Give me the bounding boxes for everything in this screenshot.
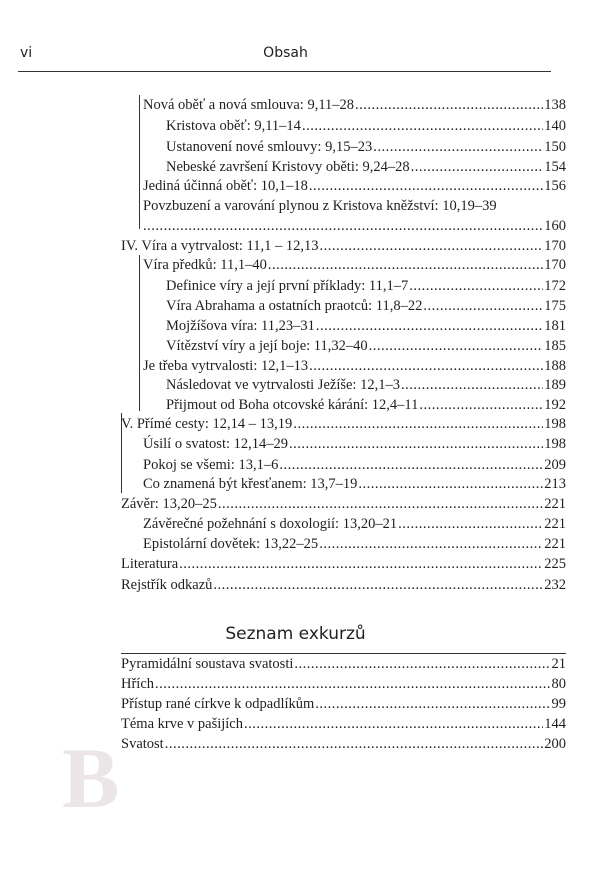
- toc-entry-page: 154: [544, 159, 566, 175]
- excursus-entry-title: Přístup rané církve k odpadlíkům: [121, 696, 315, 712]
- excursus-entry-title: Pyramidální soustava svatosti: [121, 656, 294, 672]
- toc-entry-title: Ustanovení nové smlouvy: 9,15–23: [166, 139, 373, 155]
- leader-dots: [244, 714, 543, 734]
- toc-entry-page: 221: [544, 536, 566, 552]
- toc-entry-page: 185: [544, 338, 566, 354]
- leader-dots: [155, 674, 550, 694]
- toc-entry-title: Závěrečné požehnání s doxologií: 13,20–21: [143, 516, 398, 532]
- toc-entry-page: 192: [544, 397, 566, 413]
- running-title: Obsah: [263, 45, 308, 61]
- toc-entry-page: 213: [544, 476, 566, 492]
- leader-dots: [268, 255, 543, 275]
- toc-entry-page: 170: [544, 257, 566, 273]
- toc-entry-title: Pokoj se všemi: 13,1–6: [143, 457, 279, 473]
- leader-dots: [398, 514, 543, 534]
- excursus-entry-page: 200: [544, 736, 566, 752]
- toc-entry-title: Rejstřík odkazů: [121, 577, 213, 593]
- toc-entry-title: Víra předků: 11,1–40: [143, 257, 267, 273]
- publisher-logo-watermark: B: [62, 730, 120, 826]
- toc-entry[interactable]: [143, 534, 566, 554]
- toc-entry[interactable]: [143, 434, 566, 454]
- toc-entry-title: Přijmout od Boha otcovské kárání: 12,4–11: [166, 397, 419, 413]
- leader-dots: [401, 375, 543, 395]
- toc-entry-title: Úsilí o svatost: 12,14–29: [143, 436, 289, 452]
- toc-entry[interactable]: [121, 414, 566, 434]
- toc-entry-title: Jediná účinná oběť: 10,1–18: [143, 178, 308, 194]
- toc-entry[interactable]: [166, 157, 566, 177]
- toc-entry[interactable]: [121, 575, 566, 595]
- toc-entry-page: 221: [544, 496, 566, 512]
- toc-entry[interactable]: [143, 474, 566, 494]
- toc-entry[interactable]: [143, 95, 566, 115]
- excursus-entry-page: 80: [551, 676, 566, 692]
- leader-dots: [369, 336, 544, 356]
- section-rule-4: [139, 255, 140, 411]
- toc-entry-page: 175: [544, 298, 566, 314]
- toc-entry-title: Literatura: [121, 556, 179, 572]
- leader-dots: [289, 434, 543, 454]
- leader-dots: [279, 455, 543, 475]
- leader-dots: [294, 654, 550, 674]
- leader-dots: [179, 554, 543, 574]
- toc-entry-title: Mojžíšova víra: 11,23–31: [166, 318, 315, 334]
- page-header: [20, 45, 551, 67]
- header-rule: [18, 71, 551, 72]
- excursus-entry[interactable]: [121, 694, 566, 714]
- toc-entry-continuation[interactable]: [143, 216, 566, 236]
- toc-entry[interactable]: [121, 494, 566, 514]
- leader-dots: [309, 176, 543, 196]
- toc-entry[interactable]: [143, 255, 566, 275]
- leader-dots: [319, 534, 543, 554]
- leader-dots: [218, 494, 543, 514]
- toc-entry[interactable]: [121, 236, 566, 256]
- leader-dots: [309, 356, 543, 376]
- toc-entry-page: 156: [544, 178, 566, 194]
- excursus-entry[interactable]: [121, 674, 566, 694]
- toc-entry-title: Závěr: 13,20–25: [121, 496, 217, 512]
- toc-entry[interactable]: [143, 455, 566, 475]
- toc-entry-page: 172: [544, 278, 566, 294]
- excursus-entry-page: 21: [551, 656, 566, 672]
- leader-dots: [373, 137, 543, 157]
- toc-entry[interactable]: [143, 196, 566, 216]
- leader-dots: [143, 216, 543, 236]
- leader-dots: [409, 276, 543, 296]
- toc-entry-title: Kristova oběť: 9,11–14: [166, 118, 301, 134]
- excursus-entry[interactable]: [121, 654, 566, 674]
- leader-dots: [213, 575, 543, 595]
- toc-entry[interactable]: [166, 375, 566, 395]
- excursus-entry-title: Téma krve v pašijích: [121, 716, 243, 732]
- toc-entry-page: 160: [544, 218, 566, 234]
- toc-entry-page: 209: [544, 457, 566, 473]
- toc-entry-page: 140: [544, 118, 566, 134]
- toc-entry[interactable]: [166, 316, 566, 336]
- leader-dots: [165, 734, 544, 754]
- toc-entry-title: Definice víry a její první příklady: 11,1–7: [166, 278, 409, 294]
- toc-entry[interactable]: [143, 356, 566, 376]
- leader-dots: [319, 236, 543, 256]
- toc-entry[interactable]: [166, 296, 566, 316]
- toc-entry-title: IV. Víra a vytrvalost: 11,1 – 12,13: [121, 238, 319, 254]
- leader-dots: [423, 296, 543, 316]
- toc-entry-page: 189: [544, 377, 566, 393]
- toc-entry[interactable]: [166, 395, 566, 415]
- leader-dots: [419, 395, 543, 415]
- toc-entry[interactable]: [143, 514, 566, 534]
- toc-entry-page: 225: [544, 556, 566, 572]
- toc-entry[interactable]: [121, 554, 566, 574]
- leader-dots: [355, 95, 543, 115]
- toc-entry[interactable]: [166, 137, 566, 157]
- excursus-entry-page: 144: [544, 716, 566, 732]
- leader-dots: [358, 474, 543, 494]
- toc-entry-title: Nová oběť a nová smlouva: 9,11–28: [143, 97, 355, 113]
- excursus-entry-title: Hřích: [121, 676, 155, 692]
- toc-entry-page: 188: [544, 358, 566, 374]
- toc-entry-page: 150: [544, 139, 566, 155]
- leader-dots: [411, 157, 544, 177]
- excursus-entry[interactable]: [121, 734, 566, 754]
- toc-entry[interactable]: [166, 336, 566, 356]
- leader-dots: [316, 316, 543, 336]
- toc-entry-title: Je třeba vytrvalosti: 12,1–13: [143, 358, 309, 374]
- toc-entry-title: Co znamená být křesťanem: 13,7–19: [143, 476, 358, 492]
- leader-dots: [302, 116, 543, 136]
- toc-entry-title: Povzbuzení a varování plynou z Kristova kněžství: 10,19–39: [143, 198, 497, 214]
- leader-dots: [315, 694, 550, 714]
- toc-entry[interactable]: [143, 176, 566, 196]
- excursus-entry-page: 99: [551, 696, 566, 712]
- toc-entry-title: Následovat ve vytrvalosti Ježíše: 12,1–3: [166, 377, 400, 393]
- toc-entry[interactable]: [166, 116, 566, 136]
- toc-entry-page: 181: [544, 318, 566, 334]
- toc-entry-page: 232: [544, 577, 566, 593]
- toc-entry-page: 198: [544, 416, 566, 432]
- toc-entry-title: V. Přímé cesty: 12,14 – 13,19: [121, 416, 293, 432]
- toc-entry-page: 221: [544, 516, 566, 532]
- toc-entry-title: Nebeské završení Kristovy oběti: 9,24–28: [166, 159, 410, 175]
- toc-entry-page: 170: [544, 238, 566, 254]
- toc-entry-page: 198: [544, 436, 566, 452]
- excursus-entry[interactable]: [121, 714, 566, 734]
- toc-entry-title: Vítězství víry a její boje: 11,32–40: [166, 338, 368, 354]
- toc-entry[interactable]: [166, 276, 566, 296]
- leader-dots: [293, 414, 543, 434]
- excursus-entry-title: Svatost: [121, 736, 164, 752]
- toc-entry-title: Víra Abrahama a ostatních praotců: 11,8–22: [166, 298, 423, 314]
- section-rule-3: [139, 95, 140, 229]
- toc-entry-title: Epistolární dovětek: 13,22–25: [143, 536, 319, 552]
- excursus-heading: Seznam exkurzů: [225, 624, 366, 644]
- page-number: vi: [20, 45, 33, 61]
- toc-entry-page: 138: [544, 97, 566, 113]
